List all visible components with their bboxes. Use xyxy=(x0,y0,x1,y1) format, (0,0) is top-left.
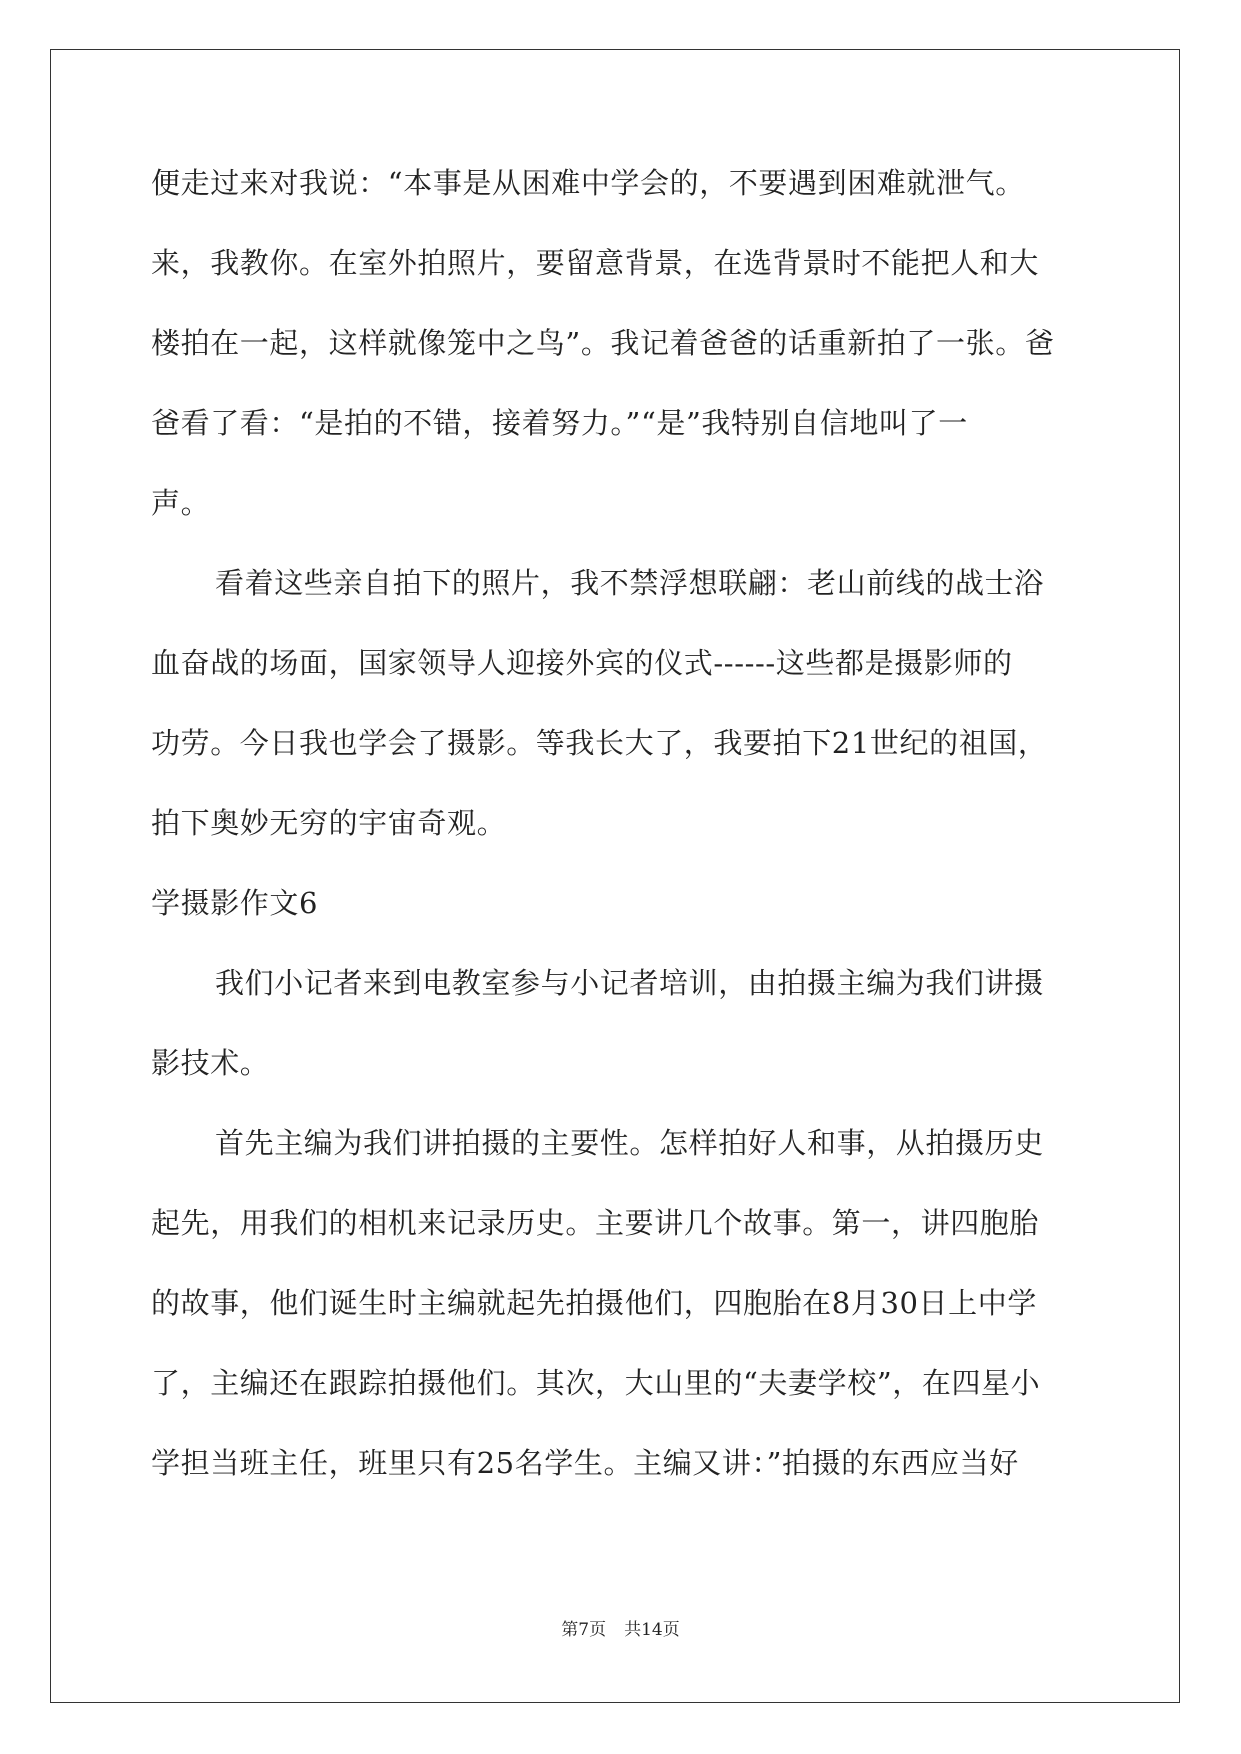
section-heading: 学摄影作文6 xyxy=(151,886,319,920)
text-line: 影技术。 xyxy=(151,1046,270,1080)
text-line: 楼拍在一起，这样就像笼中之鸟”。我记着爸爸的话重新拍了一张。爸 xyxy=(151,326,1055,360)
text-line: 起先，用我们的相机来记录历史。主要讲几个故事。第一，讲四胞胎 xyxy=(151,1206,1040,1240)
page-total: 共14页 xyxy=(624,1620,680,1640)
page-footer xyxy=(0,1619,1241,1641)
text-line: 我们小记者来到电教室参与小记者培训，由拍摄主编为我们讲摄 xyxy=(215,966,1044,1000)
text-line: 拍下奥妙无穷的宇宙奇观。 xyxy=(151,806,507,840)
text-line: 便走过来对我说：“本事是从困难中学会的，不要遇到困难就泄气。 xyxy=(151,166,1025,200)
text-line: 血奋战的场面，国家领导人迎接外宾的仪式------这些都是摄影师的 xyxy=(151,646,1013,680)
text-line: 的故事，他们诞生时主编就起先拍摄他们，四胞胎在8月30日上中学 xyxy=(151,1286,1037,1320)
text-line: 来，我教你。在室外拍照片，要留意背景，在选背景时不能把人和大 xyxy=(151,246,1040,280)
text-line: 爸看了看：“是拍的不错，接着努力。”“是”我特别自信地叫了一 xyxy=(151,406,968,440)
text-line: 了，主编还在跟踪拍摄他们。其次，大山里的“夫妻学校”，在四星小 xyxy=(151,1366,1041,1400)
text-line: 看着这些亲自拍下的照片，我不禁浮想联翩：老山前线的战士浴 xyxy=(215,566,1044,600)
text-line: 功劳。今日我也学会了摄影。等我长大了，我要拍下21世纪的祖国， xyxy=(151,726,1048,760)
text-line: 首先主编为我们讲拍摄的主要性。怎样拍好人和事，从拍摄历史 xyxy=(215,1126,1044,1160)
text-line: 学担当班主任，班里只有25名学生。主编又讲：”拍摄的东西应当好 xyxy=(151,1446,1019,1480)
page-number: 第7页 xyxy=(561,1620,607,1640)
text-line: 声。 xyxy=(151,486,211,520)
